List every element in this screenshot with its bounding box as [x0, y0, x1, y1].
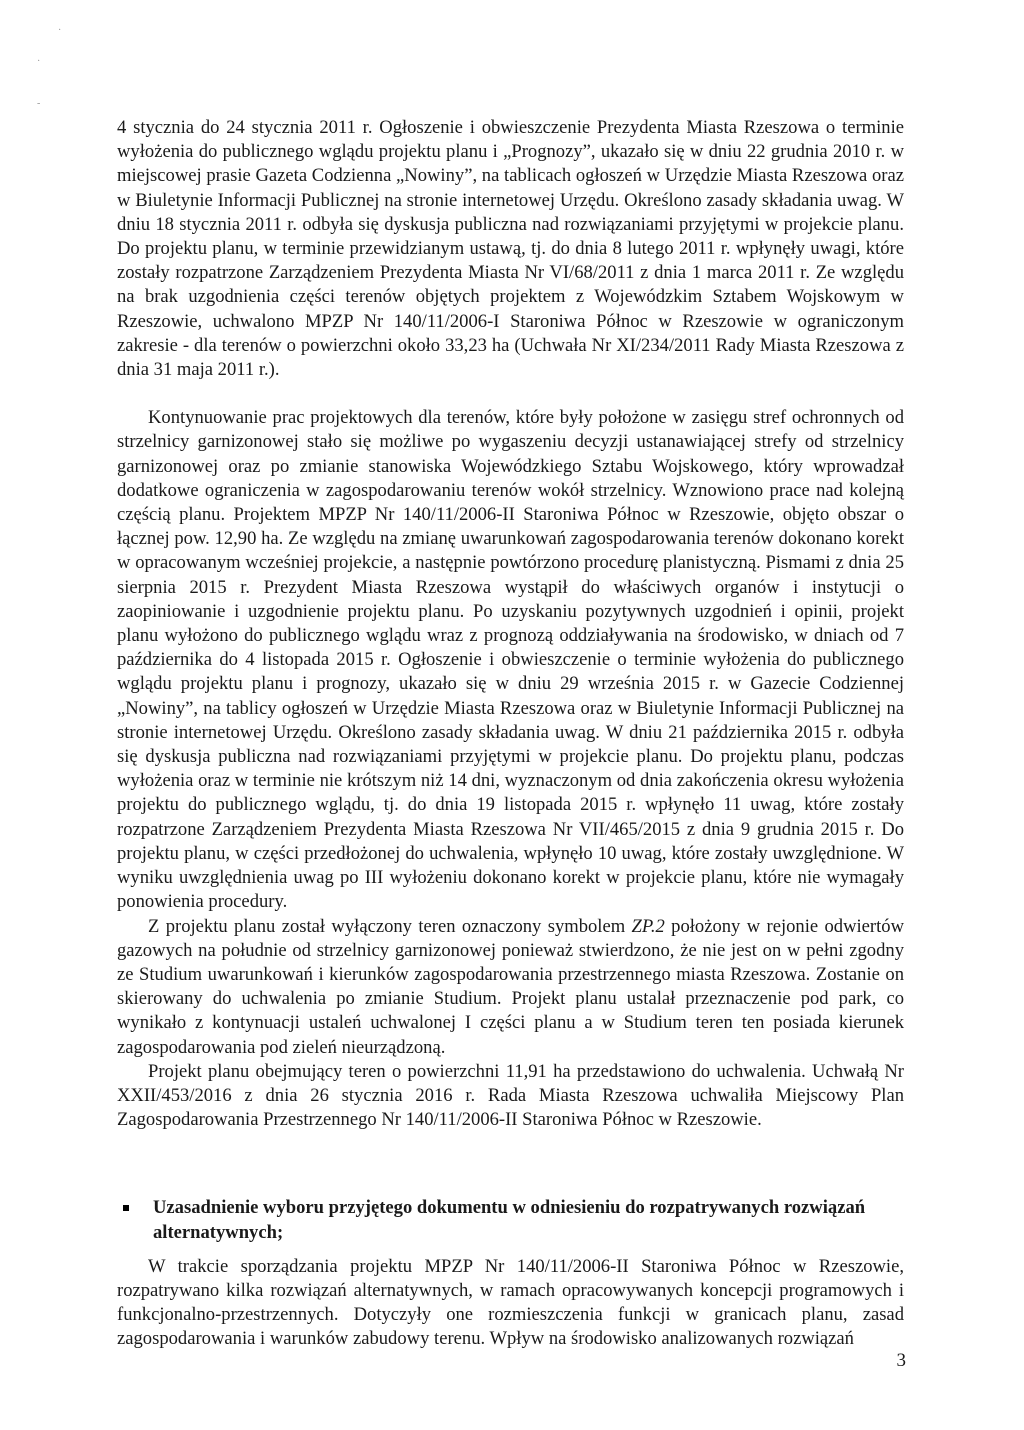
scan-artifact: · — [58, 25, 62, 36]
scan-artifact: - — [37, 98, 41, 109]
paragraph-project-continuation: Kontynuowanie prac projektowych dla terenów, które były położone w zasięgu stref ochronnych od strzelnicy garnizonowej stało się możliwe po wygaszeniu decyzji ustanawiającej strefy od strzelnicy garnizonowej oraz po zmianie stanowiska Wojewódzkiego Sztabu Wojskowego, który wprowadzał dodatkowe ograniczenia w zagospodarowaniu terenów wokół strzelnicy. Wznowiono prace nad kolejną częścią planu. Projektem MPZP Nr 140/11/2006-II Staroniwa Północ w Rzeszowie, objęto obszar o łącznej pow. 12,90 ha. Ze względu na zmianę uwarunkowań zagospodarowania terenów dokonano korekt w opracowanym wcześniej projekcie, a następnie powtórzono procedurę planistyczną. Pismami z dnia 25 sierpnia 2015 r. Prezydent Miasta Rzeszowa wystąpił do właściwych organów i instytucji o zaopiniowanie i uzgodnienie projektu planu. Po uzyskaniu pozytywnych uzgodnień i opinii, projekt planu wyłożono do publicznego wglądu wraz z prognozą oddziaływania na środowisko, w dniach od 7 października do 4 listopada 2015 r. Ogłoszenie i obwieszczenie o terminie wyłożenia do publicznego wglądu projektu planu i prognozy, ukazało się w dniu 29 września 2015 r. w Gazecie Codziennej „Nowiny”, na tablicy ogłoszeń w Urzędzie Miasta Rzeszowa oraz w Biuletynie Informacji Publicznej na stronie internetowej Urzędu. Określono zasady składania uwag. W dniu 21 października 2015 r. odbyła się dyskusja publiczna nad rozwiązaniami przyjętymi w projekcie planu. Do projektu planu, podczas wyłożenia oraz w terminie nie krótszym niż 14 dni, wyznaczonym od dnia zakończenia okresu wyłożenia projektu do publicznego wglądu, tj. do dnia 19 listopada 2015 r. wpłynęło 11 uwag, które zostały rozpatrzone Zarządzeniem Prezydenta Miasta Rzeszowa Nr VII/465/2015 z dnia 9 grudnia 2015 r. Do projektu planu, w części przedłożonej do uchwalenia, wpłynęło 10 uwag, które zostały uwzględnione. W wyniku uwzględnienia uwag po III wyłożeniu dokonano korekt w projekcie planu, które nie wymagały ponowienia procedury. — [117, 407, 904, 913]
section-body: W trakcie sporządzania projektu MPZP Nr 140/11/2006-II Staroniwa Północ w Rzeszowie, rozpatrywano kilka rozwiązań alternatywnych, w ramach opracowywanych koncepcji programowych i funkcjonalno-przestrzennych. Dotyczyły one rozmieszczenia funkcji w granicach planu, zasad zagospodarowania i warunków zabudowy terenu. Wpływ na środowisko analizowanych rozwiązań — [117, 1255, 904, 1350]
paragraph-resolution: Projekt planu obejmujący teren o powierzchni 11,91 ha przedstawiono do uchwalenia. Uchwałą Nr XXII/453/2016 z dnia 26 stycznia 2016 r. Rada Miasta Rzeszowa uchwaliła Miejscowy Plan Zagospodarowania Przestrzennego Nr 140/11/2006-II Staroniwa Północ w Rzeszowie. — [117, 1060, 904, 1131]
scan-artifact: · — [37, 56, 41, 67]
paragraph-excluded-area — [117, 915, 904, 1060]
area-symbol: ZP.2 — [631, 915, 665, 937]
bullet-icon — [123, 1205, 129, 1211]
paragraph-continuation: 4 stycznia do 24 stycznia 2011 r. Ogłoszenie i obwieszczenie Prezydenta Miasta Rzeszowa o terminie wyłożenia do publicznego wglądu projektu planu i „Prognozy”, ukazało się w dniu 22 grudnia 2010 r. w miejscowej prasie Gazeta Codzienna „Nowiny”, na tablicach ogłoszeń w Urzędzie Miasta Rzeszowa oraz w Biuletynie Informacji Publicznej na stronie internetowej Urzędu. Określono zasady składania uwag. W dniu 18 stycznia 2011 r. odbyła się dyskusja publiczna nad rozwiązaniami przyjętymi w projekcie planu. Do projektu planu, w terminie przewidzianym ustawą, tj. do dnia 8 lutego 2011 r. wpłynęły uwagi, które zostały rozpatrzone Zarządzeniem Prezydenta Miasta Nr VI/68/2011 z dnia 1 marca 2011 r. Ze względu na brak uzgodnienia części terenów objętych projektem z Wojewódzkim Sztabem Wojskowym w Rzeszowie, uchwalono MPZP Nr 140/11/2006-I Staroniwa Północ w Rzeszowie w ograniczonym zakresie - dla terenów o powierzchni około 33,23 ha (Uchwała Nr XI/234/2011 Rady Miasta Rzeszowa z dnia 31 maja 2011 r.). — [117, 117, 904, 381]
document-body — [117, 116, 904, 1352]
section-heading: Uzasadnienie wyboru przyjętego dokumentu w odniesieniu do rozpatrywanych rozwiązań alternatywnych; — [153, 1197, 866, 1243]
section-alternatives — [117, 1196, 904, 1351]
page-number: 3 — [896, 1350, 906, 1371]
paragraph-text: położony w rejonie odwiertów gazowych na południe od strzelnicy garnizonowej ponieważ stwierdzono, że nie jest on w pełni zgodny ze Studium uwarunkowań i kierunków zagospodarowania przestrzennego miasta Rzeszowa. Zostanie on skierowany do uchwalenia po zmianie Studium. Projekt planu ustalał przeznaczenie pod park, co wynikało z kontynuacji ustaleń uchwalonej I części planu a w Studium teren ten posiada kierunek zagospodarowania pod zieleń nieurządzoną. — [117, 915, 905, 1058]
paragraph-text: Z projektu planu został wyłączony teren oznaczony symbolem — [148, 915, 632, 937]
